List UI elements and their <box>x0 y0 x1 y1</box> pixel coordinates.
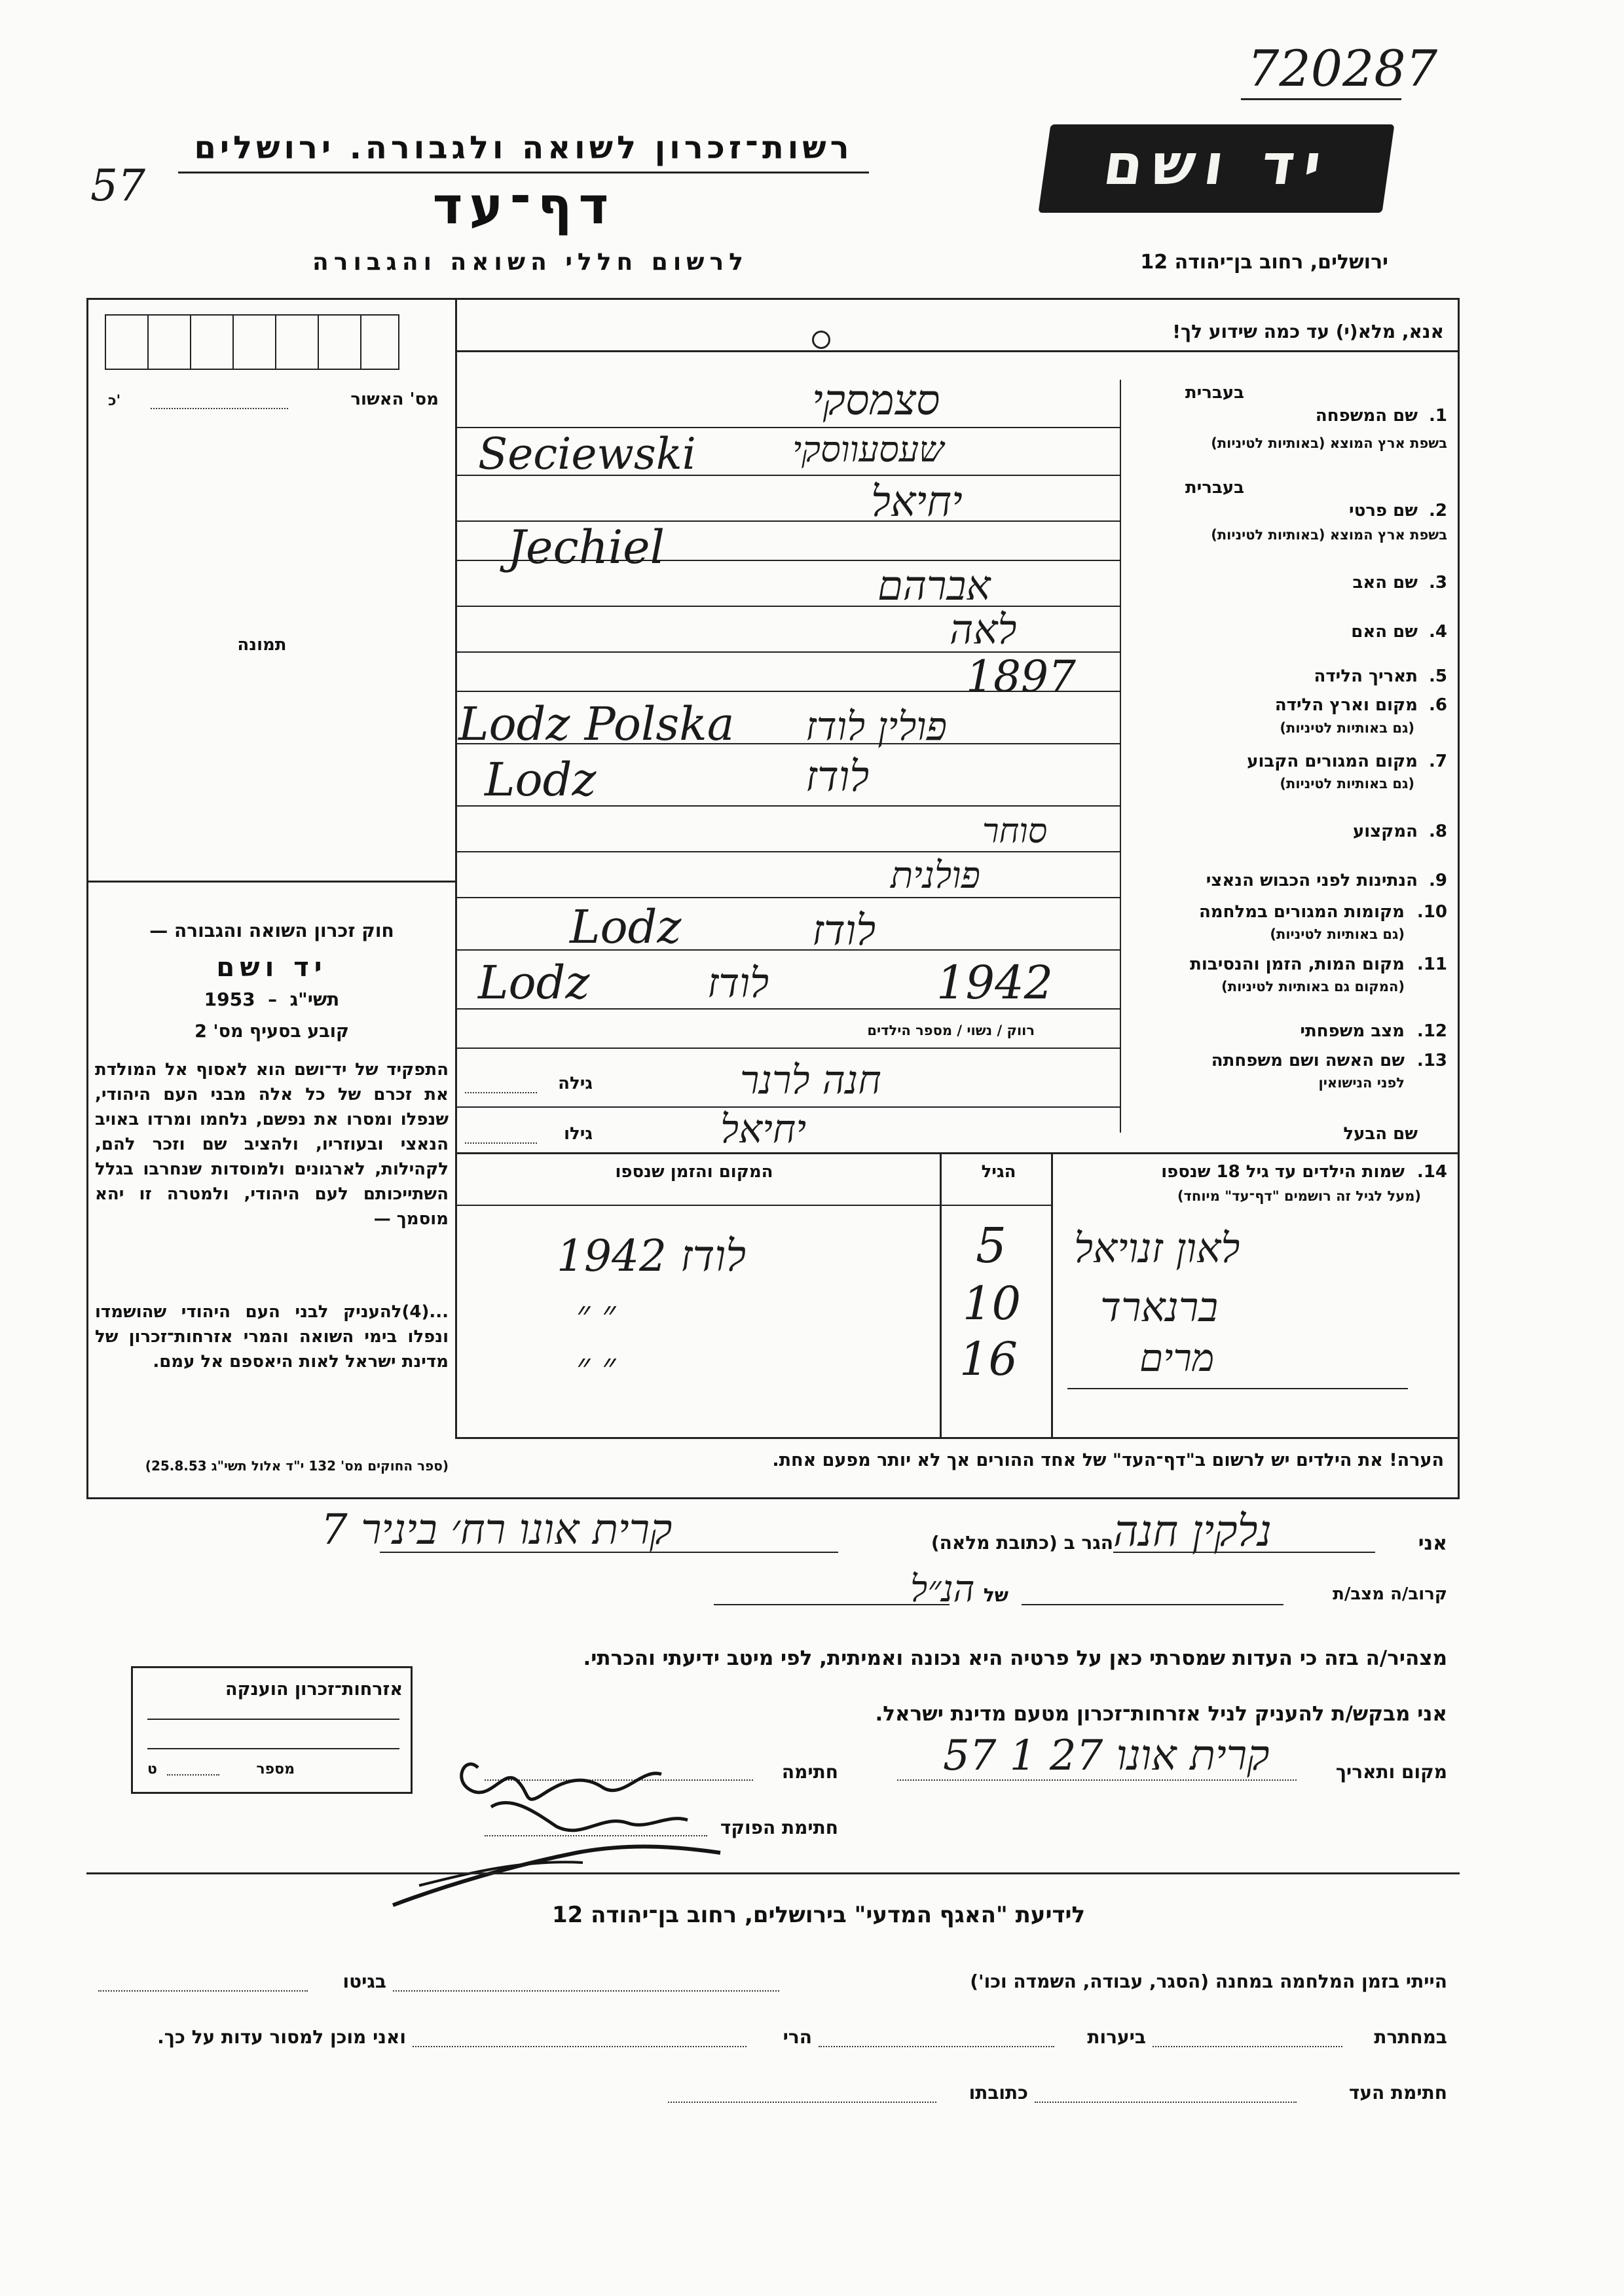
authority-title: רשות־זכרון לשואה ולגבורה. ירושלים <box>194 130 853 166</box>
field-3-label: שם האב <box>1352 573 1418 592</box>
law-title: חוק זכרון השואה והגבורה — <box>149 920 394 941</box>
field-11-label: מקום המות, הזמן והנסיבות <box>1190 955 1405 974</box>
war-place-latin: Lodz <box>570 900 682 954</box>
child-2-name: ברנארד <box>1100 1283 1219 1331</box>
child-1-name: לאון זנויאל <box>1074 1224 1240 1272</box>
declarant-address: קרית אונו רח׳ ביניר 7 <box>321 1506 673 1554</box>
law-year-hebrew: תשי"ג <box>289 989 340 1010</box>
wife-age-label: גילה <box>558 1074 593 1093</box>
declarant-i-label: אני <box>1418 1532 1447 1555</box>
page-of-testimony: 720287 57 רשות־זכרון לשואה ולגבורה. ירושלים דף־עד לרשום חללי השואה והגבורה יד ושם ירושלים, רחוב בן־יהודה 12 מס' האשור כ' תמונה אנא, מלא(י) עד כמה שידוע לך! בעברית שם המשפחה 1. בשפת ארץ המוצא (באותיות לטיניות) בעברית שם פרטי 2. בשפת ארץ המוצא (באותיות לטיניות) שם האב 3. שם האם 4. תאריך הלידה 5. מקום וארץ הלידה 6. (גם באותיות לטיניות) מקום המגורים הקבוע 7. (גם באותיות לטיניות) המקצוע 8. הנתינות לפני הכבוש הנאצי 9. מקומות המגורים במלחמה 10. (גם באותיות לטיניות) מקום המות, הזמן והנסיבות 11. (המקום גם באותיות לטיניות) מצב משפחתי 12. רווק / נשוי / מספר הילדים שם האשה ושם משפחתה 13. לפני הנישואין גילה שם הבעל גילו סצמסקי שעסעווסקי Seciewski יחיאל Jechiel אברהם לאה 1897 Lodz Polska פולין לודז Lodz לודז סוחר פולנית Lodz לודז Lodz לודז 1942 חנה לרנר יחיאל שמות הילדים עד גיל 18 שנספו 14. (מעל לגיל זה רושמים "דף־עד" מיוחד) הגיל המקום והזמן שנספו לאון זנויאל 5 לודז 1942 ברנארד 10 ״ ״ מרים 16 ״ ״ חוק זכרון השואה והגבורה — יד ושם 1953 – תשי"ג קובע בסעיף מס' 2 התפקיד של יד־ושם הוא לאסוף אל המולדת את זכרם של כל אלה מבני העם היהודי, שנפלו ומסרו את נפשם, נלחמו ומרדו באויב הנאצי ובעוזריו, ולהציב שם וזכר להם, לקהילות, לארגונים ולמוסדות שנחרבו בגלל השתייכותם לעם היהודי, ולמטרה זו יהא מוסמך — ...(4)להעניק לבני העם היהודי שהושמדו ונפלו בימי השואה והמרי אזרחות־זכרון של מדינת ישראל לאות היאספם אל עמם. (ספר החוקים מס' 132 י"ד אלול תשי"ג 25.8.53) הערה! את הילדים יש לרשום ב"דף־העד" של אחד ההורים אך לא יותר מפעם אחת. אני נלקין חנה הגר ב (כתובת מלאה) קרית אונו רח׳ ביניר 7 קרוב/ה מצב/ת של הנ״ל מצהיר/ה בזה כי העדות שמסרתי כאן על פרטיה היא נכונה ואמיתית, לפי מיטב ידיעתי והכרתי. אני מבקש/ת להעניק לניל אזרחות־זכרון מטעם מדינת ישראל. מקום ותאריך קרית אונו 27 1 57 חתימה חתימת הפוקד אזרחות־זכרון הוענקה מספר ט לידיעת "האגף המדעי" בירושלים, רחוב בן־יהודה 12 הייתי בזמן המלחמה במחנה (הסגר, עבודה, השמדה וכו') בגיטו במחתרת ביערות הרי ואני מוכן למסור עדות על כך. חתימת העד כתובתו <box>0 0 1624 2296</box>
archive-number: 720287 <box>1247 39 1438 98</box>
wife-name: חנה לרנר <box>740 1057 881 1103</box>
death-year: 1942 <box>936 956 1054 1010</box>
citizenship: פולנית <box>891 854 980 897</box>
profession: סוחר <box>982 812 1048 851</box>
first-name-latin: Jechiel <box>507 520 665 574</box>
field-9-label: הנתינות לפני הכבוש הנאצי <box>1206 871 1418 890</box>
child-3-place: ״ ״ <box>576 1345 616 1388</box>
field-10-label: מקומות המגורים במלחמה <box>1198 902 1405 922</box>
footer-forests: ביערות <box>1087 2026 1146 2048</box>
signature-label: חתימה <box>781 1761 838 1783</box>
official-signature-label: חתימת הפוקד <box>720 1817 838 1838</box>
citizenship-number-label: מספר <box>256 1761 295 1777</box>
field-4-label: שם האם <box>1351 622 1418 642</box>
family-name-hebrew: סצמסקי <box>812 376 940 425</box>
footer-witness-signature: חתימת העד <box>1348 2082 1447 2104</box>
col-age: הגיל <box>981 1162 1016 1182</box>
residence-latin: Lodz <box>485 753 597 807</box>
family-name-latin: Seciewski <box>478 429 696 479</box>
death-place-latin: Lodz <box>478 956 590 1010</box>
law-year: 1953 <box>204 989 255 1010</box>
form-subtitle: לרשום חללי השואה והגבורה <box>312 249 748 276</box>
field-13-label: שם האשה ושם משפחתה <box>1211 1051 1405 1070</box>
law-gazette: (ספר החוקים מס' 132 י"ד אלול תשי"ג 25.8.53) <box>145 1458 449 1474</box>
place-date-label: מקום ותאריך <box>1335 1761 1447 1783</box>
relative-label: קרוב/ה מצב/ת <box>1333 1584 1447 1604</box>
relation: הנ״ל <box>910 1568 975 1611</box>
death-place-hebrew: לודז <box>707 959 769 1007</box>
field-7-label: מקום המגורים הקבוע <box>1247 752 1418 771</box>
side-number: 57 <box>90 160 145 211</box>
declaration-request: אני מבקש/ת להעניק לניל אזרחות־זכרון מטעם מדינת ישראל. <box>875 1702 1447 1726</box>
marital-options: רווק / נשוי / מספר הילדים <box>867 1023 1035 1038</box>
birth-place-latin: Lodz Polska <box>458 697 735 751</box>
footer-mountains: הרי <box>783 2026 812 2048</box>
law-clause: קובע בסעיף מס' 2 <box>194 1021 349 1042</box>
form-title: דף־עד <box>432 177 616 236</box>
of-label: של <box>983 1584 1008 1606</box>
first-name-hebrew: יחיאל <box>871 478 963 526</box>
child-3-age: 16 <box>959 1332 1018 1386</box>
citizenship-label: אזרחות־זכרון הוענקה <box>225 1679 403 1700</box>
child-2-age: 10 <box>963 1277 1022 1330</box>
resident-label: הגר ב (כתובת מלאה) <box>931 1532 1113 1554</box>
field-14-label: שמות הילדים עד גיל 18 שנספו <box>1161 1162 1405 1182</box>
citizenship-mark: ט <box>147 1761 157 1777</box>
birth-place-hebrew: פולין לודז <box>805 704 948 750</box>
footer-line1-end: בגיטו <box>342 1971 386 1992</box>
approval-label: מס' האשור <box>350 390 439 409</box>
child-1-place: לודז 1942 <box>557 1231 747 1281</box>
law-text: התפקיד של יד־ושם הוא לאסוף אל המולדת את זכרם של כל אלה מבני העם היהודי, שנפלו ומסרו את נפשם, נלחמו ומרדו באויב הנאצי ובעוזריו, ולהציב שם וזכר להם, לקהילות, לארגונים ולמוסדות שנחרבו בגלל השתייכותם לעם היהודי, ולמטרה זו יהא מוסמך — <box>95 1060 449 1229</box>
declarant-name: נלקין חנה <box>1113 1506 1272 1556</box>
war-place-hebrew: לודז <box>812 907 876 955</box>
declaration-statement: מצהיר/ה בזה כי העדות שמסרתי כאן על פרטיה היא נכונה ואמיתית, לפי מיטב ידיעתי והכרתי. <box>583 1647 1447 1670</box>
footer-ready: ואני מוכן למסור עדות על כך. <box>157 2026 406 2048</box>
field-2-label: שם פרטי <box>1349 501 1418 520</box>
footer-underground: במחתרת <box>1374 2026 1447 2048</box>
footer-line1: הייתי בזמן המלחמה במחנה (הסגר, עבודה, השמדה וכו') <box>970 1971 1447 1992</box>
field-12-label: מצב משפחתי <box>1300 1021 1405 1041</box>
child-2-place: ״ ״ <box>576 1293 616 1336</box>
hebrew-tag-1: בעברית <box>1185 383 1244 403</box>
birth-year: 1897 <box>966 651 1076 702</box>
logo-text: יד ושם <box>1099 132 1335 198</box>
field-8-label: המקצוע <box>1352 822 1418 841</box>
family-name-yiddish: שעסעווסקי <box>792 429 944 470</box>
footer-title: לידיעת "האגף המדעי" בירושלים, רחוב בן־יהודה 12 <box>551 1902 1086 1928</box>
hebrew-tag-2: בעברית <box>1185 478 1244 498</box>
yad-vashem-logo <box>1039 124 1395 213</box>
address-line: ירושלים, רחוב בן־יהודה 12 <box>1140 251 1388 274</box>
husband-name: יחיאל <box>720 1106 807 1152</box>
field-6-label: מקום וארץ הלידה <box>1274 695 1418 715</box>
footer-address: כתובתו <box>969 2082 1028 2104</box>
remark: הערה! את הילדים יש לרשום ב"דף־העד" של אחד ההורים אך לא יותר מפעם אחת. <box>772 1450 1444 1470</box>
mother-name: לאה <box>950 606 1017 653</box>
intro-note: אנא, מלא(י) עד כמה שידוע לך! <box>1172 321 1444 342</box>
child-3-name: מרים <box>1139 1336 1215 1380</box>
residence-hebrew: לודז <box>805 753 870 801</box>
place-date: קרית אונו 27 1 57 <box>943 1732 1270 1780</box>
field-5-label: תאריך הלידה <box>1314 666 1418 686</box>
father-name: אברהם <box>877 562 991 610</box>
col-place-time: המקום והזמן שנספו <box>615 1162 773 1182</box>
husband-label: שם הבעל <box>1343 1124 1418 1144</box>
field-1-label: שם המשפחה <box>1315 406 1418 426</box>
child-1-age: 5 <box>976 1218 1007 1274</box>
law-name: יד ושם <box>216 953 327 983</box>
photo-label: תמונה <box>237 635 287 655</box>
punch-hole-icon <box>812 331 830 349</box>
law-text-2: ...(4)להעניק לבני העם היהודי שהושמדו ונפלו בימי השואה והמרי אזרחות־זכרון של מדינת ישראל לאות היאספם אל עמם. <box>95 1302 449 1372</box>
husband-age-label: גילו <box>564 1124 593 1144</box>
